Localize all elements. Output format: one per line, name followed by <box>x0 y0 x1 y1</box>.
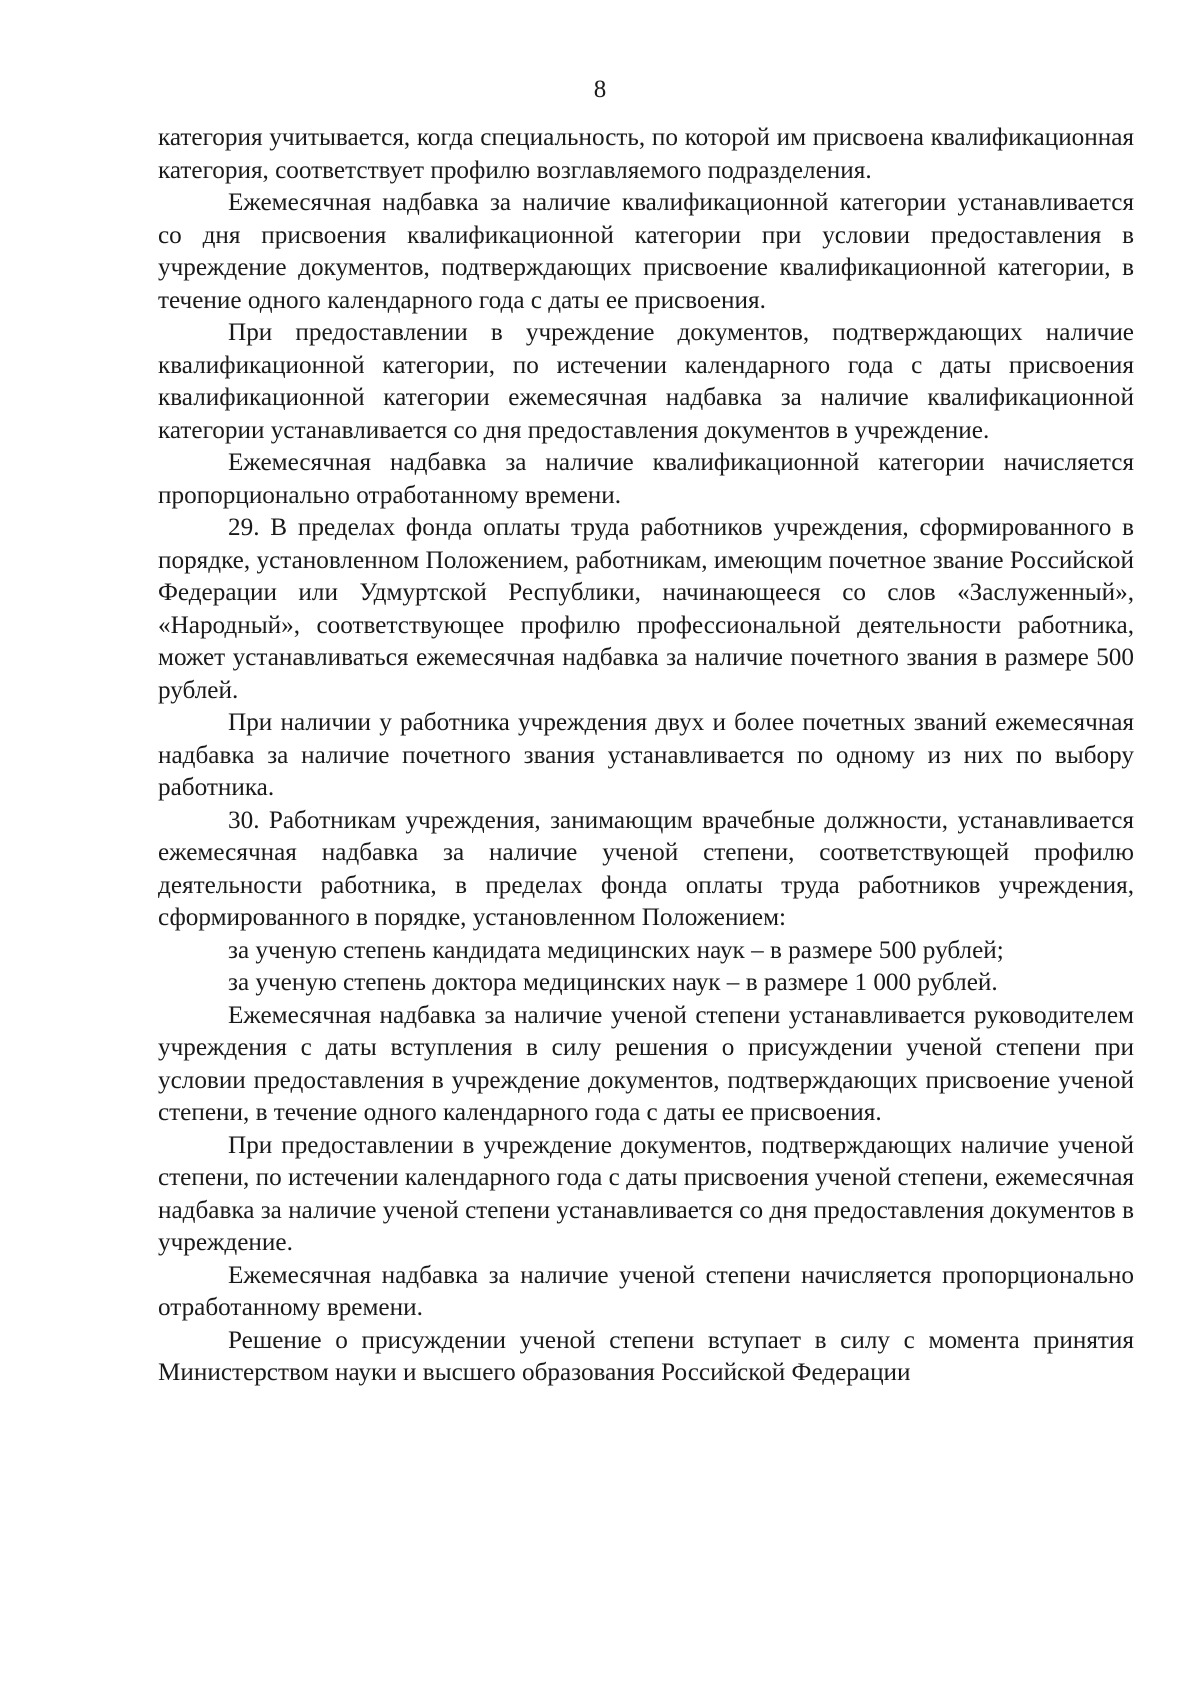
paragraph-category-continuation: категория учитывается, когда специальность, по которой им присвоена квалификационная категория, соответствует профилю возглавляемого подразделения. <box>158 124 1134 184</box>
paragraph-degree-proportional: Ежемесячная надбавка за наличие ученой степени начисляется пропорционально отработанному времени. <box>158 1261 1134 1321</box>
list-item-doctor-degree: за ученую степень доктора медицинских наук – в размере 1 000 рублей. <box>228 969 998 996</box>
page-number: 8 <box>593 76 607 103</box>
document-body <box>158 122 1134 1390</box>
paragraph-category-proportional: Ежемесячная надбавка за наличие квалификационной категории начисляется пропорционально отработанному времени. <box>158 449 1134 509</box>
paragraph-clause-29-honorary-title: 29. В пределах фонда оплаты труда работников учреждения, сформированного в порядке, установленном Положением, работникам, имеющим почетное звание Российской Федерации или Удмуртской Республики, начинающееся со слов «Заслуженный», «Народный», соответствующее профилю профессиональной деятельности работника, может устанавливаться ежемесячная надбавка за наличие почетного звания в размере 500 рублей. <box>158 514 1134 704</box>
paragraph-category-documents-after-year: При предоставлении в учреждение документов, подтверждающих наличие квалификационной категории, по истечении календарного года с даты присвоения квалификационной категории ежемесячная надбавка за наличие квалификационной категории устанавливается со дня предоставления документов в учреждение. <box>158 319 1134 444</box>
paragraph-category-allowance-start: Ежемесячная надбавка за наличие квалификационной категории устанавливается со дня присвоения квалификационной категории при условии предоставления в учреждение документов, подтверждающих присвоение квалификационной категории, в течение одного календарного года с даты ее присвоения. <box>158 189 1134 314</box>
paragraph-degree-decision-effective: Решение о присуждении ученой степени вступает в силу с момента принятия Министерством науки и высшего образования Российской Федерации <box>158 1326 1134 1386</box>
list-item-candidate-degree: за ученую степень кандидата медицинских наук – в размере 500 рублей; <box>228 936 1004 964</box>
paragraph-multiple-honorary-titles: При наличии у работника учреждения двух и более почетных званий ежемесячная надбавка за наличие почетного звания устанавливается по одному из них по выбору работника. <box>158 709 1134 801</box>
paragraph-degree-documents-after-year: При предоставлении в учреждение документов, подтверждающих наличие ученой степени, по истечении календарного года с даты присвоения ученой степени, ежемесячная надбавка за наличие ученой степени устанавливается со дня предоставления документов в учреждение. <box>158 1131 1134 1256</box>
paragraph-degree-allowance-start: Ежемесячная надбавка за наличие ученой степени устанавливается руководителем учреждения с даты вступления в силу решения о присуждении ученой степени при условии предоставления в учреждение документов, подтверждающих присвоение ученой степени, в течение одного календарного года с даты ее присвоения. <box>158 1001 1134 1126</box>
paragraph-clause-30-academic-degree: 30. Работникам учреждения, занимающим врачебные должности, устанавливается ежемесячная надбавка за наличие ученой степени, соответствующей профилю деятельности работника, в пределах фонда оплаты труда работников учреждения, сформированного в порядке, установленном Положением: <box>158 806 1134 931</box>
